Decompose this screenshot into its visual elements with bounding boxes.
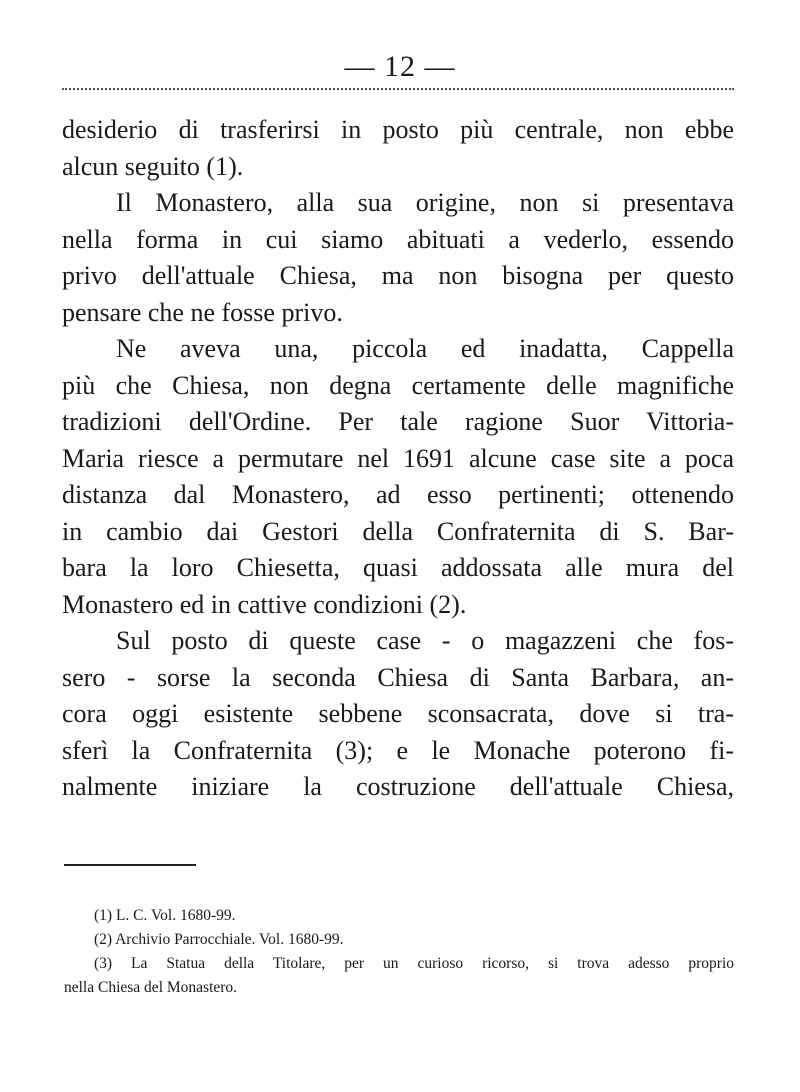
text-line: più che Chiesa, non degna certamente delle magnifiche [62, 370, 734, 400]
header-dotted-rule [62, 88, 734, 90]
text-line: Sul posto di queste case - o magazzeni che fos- [116, 626, 734, 655]
footnote-3: (3) La Statua della Titolare, per un curioso ricorso, si trova adesso proprio [94, 955, 734, 972]
paragraph-2 [62, 185, 734, 331]
page-number: — 12 — [344, 50, 456, 83]
text-line: pensare che ne fosse privo. [62, 297, 343, 327]
paragraph-4 [62, 623, 734, 806]
text-line: sero - sorse la seconda Chiesa di Santa Barbara, an- [62, 662, 734, 692]
text-line: tradizioni dell'Ordine. Per tale ragione Suor Vittoria- [62, 407, 734, 436]
footnote-1: (1) L. C. Vol. 1680-99. [94, 907, 236, 924]
footnote-separator [64, 864, 196, 866]
body-text [62, 112, 734, 806]
footnote-2: (2) Archivio Parrocchiale. Vol. 1680-99. [94, 931, 344, 948]
text-line: nella forma in cui siamo abituati a vederlo, essendo [62, 224, 734, 254]
text-line: sferì la Confraternita (3); e le Monache poterono fi- [62, 735, 734, 765]
text-line: Maria riesce a permutare nel 1691 alcune case site a poca [62, 443, 734, 473]
text-line: nalmente iniziare la costruzione dell'attuale Chiesa, [62, 772, 734, 801]
text-line: distanza dal Monastero, ad esso pertinenti; ottenendo [62, 480, 734, 509]
footnote-3-continued: nella Chiesa del Monastero. [64, 979, 238, 996]
text-line: Monastero ed in cattive condizioni (2). [62, 589, 467, 619]
footnotes [64, 904, 734, 1000]
text-line: Ne aveva una, piccola ed inadatta, Cappella [116, 334, 734, 363]
text-line: bara la loro Chiesetta, quasi addossata alle mura del [62, 553, 734, 582]
paragraph-1 [62, 112, 734, 185]
text-line: cora oggi esistente sebbene sconsacrata, dove si tra- [62, 699, 734, 728]
text-line: desiderio di trasferirsi in posto più centrale, non ebbe [62, 115, 734, 144]
text-line: Il Monastero, alla sua origine, non si presentava [116, 188, 734, 217]
text-line: in cambio dai Gestori della Confraternita di S. Bar- [62, 516, 734, 546]
text-line: alcun seguito (1). [62, 151, 244, 181]
paragraph-3 [62, 331, 734, 623]
text-line: privo dell'attuale Chiesa, ma non bisogna per questo [62, 261, 734, 290]
